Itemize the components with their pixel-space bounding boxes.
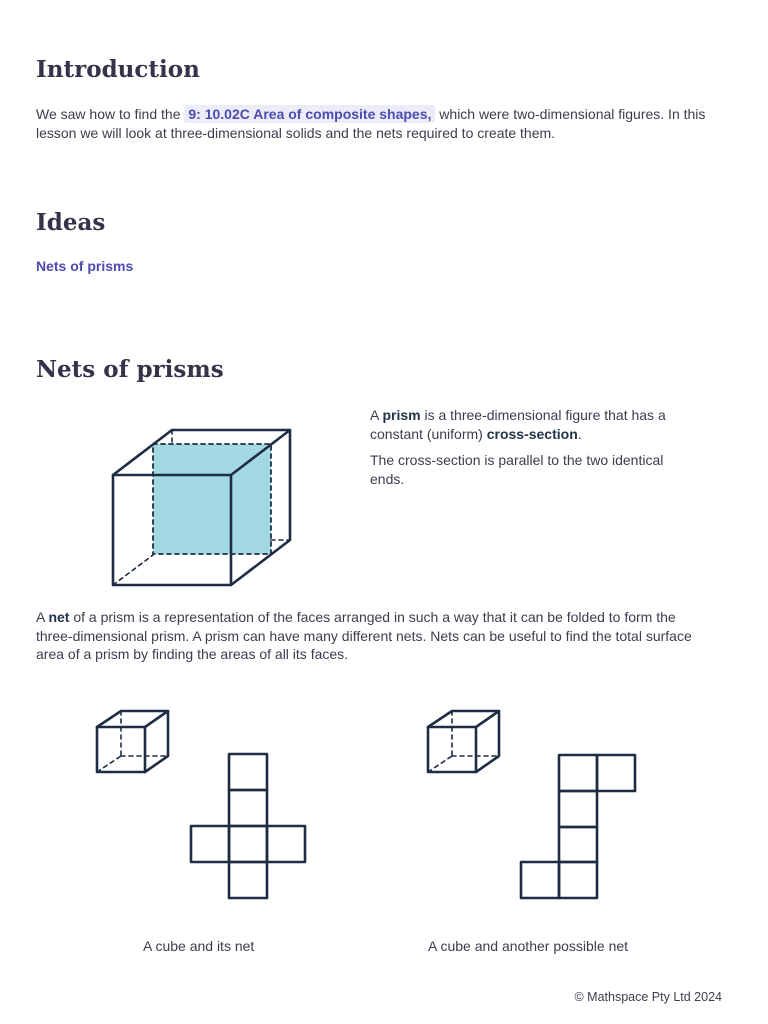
prism-term: prism: [382, 407, 421, 423]
caption-left: A cube and its net: [143, 938, 255, 954]
net-face: [267, 826, 305, 862]
net-term: net: [48, 609, 70, 625]
net-face: [191, 826, 229, 862]
intro-text-after: which were two-dimensional figures. In this lesson we will look at three-dimensional solids and the nets required to create them.: [36, 106, 706, 141]
net-def-a: A: [36, 609, 49, 625]
net-definition: [36, 608, 716, 664]
hidden-edge: [428, 756, 452, 772]
net-face: [229, 862, 267, 898]
composite-shapes-link[interactable]: 9: 10.02C Area of composite shapes,: [184, 105, 435, 123]
prism-definition: [370, 406, 700, 443]
prism-def-mid: is a three-dimensional figure that has a constant (uniform): [370, 407, 666, 442]
small-cube-top: [97, 711, 168, 727]
hidden-edge: [97, 756, 121, 772]
net-face: [559, 755, 597, 791]
intro-text-before: We saw how to find the: [36, 106, 185, 122]
cross-net: [191, 754, 305, 898]
intro-heading: Introduction: [36, 56, 200, 83]
cross-section-shade: [153, 444, 271, 554]
net-face: [559, 827, 597, 862]
net-def-rest: of a prism is a representation of the faces arranged in such a way that it can be folded to form the three-dimensional prism. A prism can have many different nets. Nets can be useful to find the total surface area of a prism by finding the areas of all its faces.: [36, 609, 692, 662]
small-cube-front: [97, 727, 145, 772]
prism-def-end: .: [577, 425, 582, 442]
small-cube-left: [97, 711, 168, 772]
nets-heading: Nets of prisms: [36, 356, 224, 383]
prism-def-a: A: [370, 407, 383, 423]
nets-of-prisms-link[interactable]: Nets of prisms: [36, 258, 134, 274]
small-cube-right: [428, 711, 499, 772]
alternate-net: [521, 755, 635, 898]
net-face: [597, 755, 635, 791]
hidden-edge-bottom-left: [113, 555, 153, 585]
cross-section-paragraph: The cross-section is parallel to the two identical ends.: [370, 452, 664, 487]
net-face: [229, 790, 267, 826]
small-cube-top: [428, 711, 499, 727]
net-face: [559, 791, 597, 827]
cross-section-term: cross-section: [486, 425, 578, 442]
caption-right: A cube and another possible net: [428, 938, 629, 954]
net-face: [229, 754, 267, 790]
ideas-heading: Ideas: [36, 209, 106, 236]
cube-with-shaded-cross-section: [113, 430, 290, 585]
footer-copyright: © Mathspace Pty Ltd 2024: [574, 990, 722, 1004]
net-face: [521, 862, 559, 898]
small-cube-front: [428, 727, 476, 772]
net-face: [559, 862, 597, 898]
net-face: [229, 826, 267, 862]
